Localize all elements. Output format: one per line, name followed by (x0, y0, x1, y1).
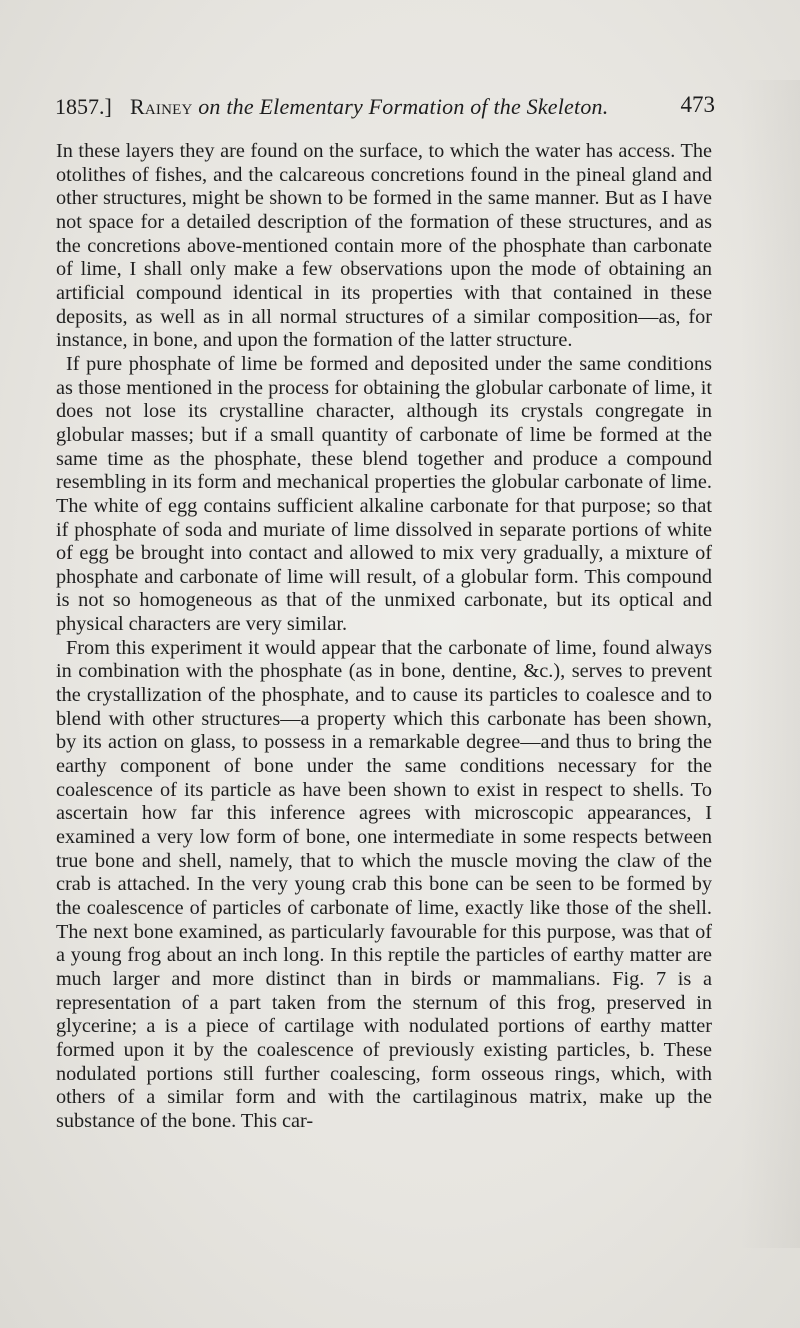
header-year: 1857.] (55, 94, 112, 119)
page-edge-shadow (740, 80, 800, 1248)
header-author: Rainey (130, 94, 193, 119)
running-header (55, 92, 715, 126)
header-title (130, 94, 608, 120)
paragraph-1: In these layers they are found on the surface, to which the water has access. The otolithes of fishes, and the calcareous concretions found in the pineal gland and other structures, might be shown to be formed in the same manner. But as I have not space for a detailed description of the formation of these structures, and as the concretions above-mentioned contain more of the phosphate than carbonate of lime, I shall only make a few observations upon the mode of obtaining an artificial compound identical in its properties with that contained in these deposits, as well as in all normal structures of a similar composition—as, for instance, in bone, and upon the formation of the latter structure. (56, 140, 712, 352)
paragraph-3: From this experiment it would appear that the carbonate of lime, found always in combination with the phosphate (as in bone, dentine, &c.), serves to prevent the crystallization of the phosphate, and to cause its particles to coalesce and to blend with other structures—a property which this carbonate has been shown, by its action on glass, to possess in a remarkable degree—and thus to bring the earthy component of bone under the same conditions necessary for the coalescence of its particle as have been shown to exist in respect to shells. To ascertain how far this inference agrees with microscopic appearances, I examined a very low form of bone, one intermediate in some respects between true bone and shell, namely, that to which the muscle moving the claw of the crab is attached. In the very young crab this bone can be seen to be formed by the coalescence of particles of carbonate of lime, exactly like those of the shell. The next bone examined, as particularly favourable for this purpose, was that of a young frog about an inch long. In this reptile the particles of earthy matter are much larger and more distinct than in birds or mammalians. Fig. 7 is a representation of a part taken from the sternum of this frog, preserved in glycerine; a is a piece of cartilage with nodulated portions of earthy matter formed upon it by the coalescence of previously existing particles, b. These nodulated portions still further coalescing, form osseous rings, which, with others of a similar form and with the cartilaginous matrix, make up the substance of the bone. This car- (56, 636, 712, 1132)
header-title-text: on the Elementary Formation of the Skeleton. (198, 94, 609, 119)
body-text (56, 140, 712, 1134)
paragraph-2: If pure phosphate of lime be formed and deposited under the same conditions as those mentioned in the process for obtaining the globular carbonate of lime, it does not lose its crystalline character, although its crystals congregate in globular masses; but if a small quantity of carbonate of lime be formed at the same time as the phosphate, these blend together and produce a compound resembling in its form and mechanical properties the globular carbonate of lime. The white of egg contains sufficient alkaline carbonate for that purpose; so that if phosphate of soda and muriate of lime dissolved in separate portions of white of egg be brought into contact and allowed to mix very gradually, a mixture of phosphate and carbonate of lime will result, of a globular form. This compound is not so homogeneous as that of the unmixed carbonate, but its optical and physical characters are very similar. (56, 352, 712, 636)
page-number: 473 (680, 92, 715, 117)
